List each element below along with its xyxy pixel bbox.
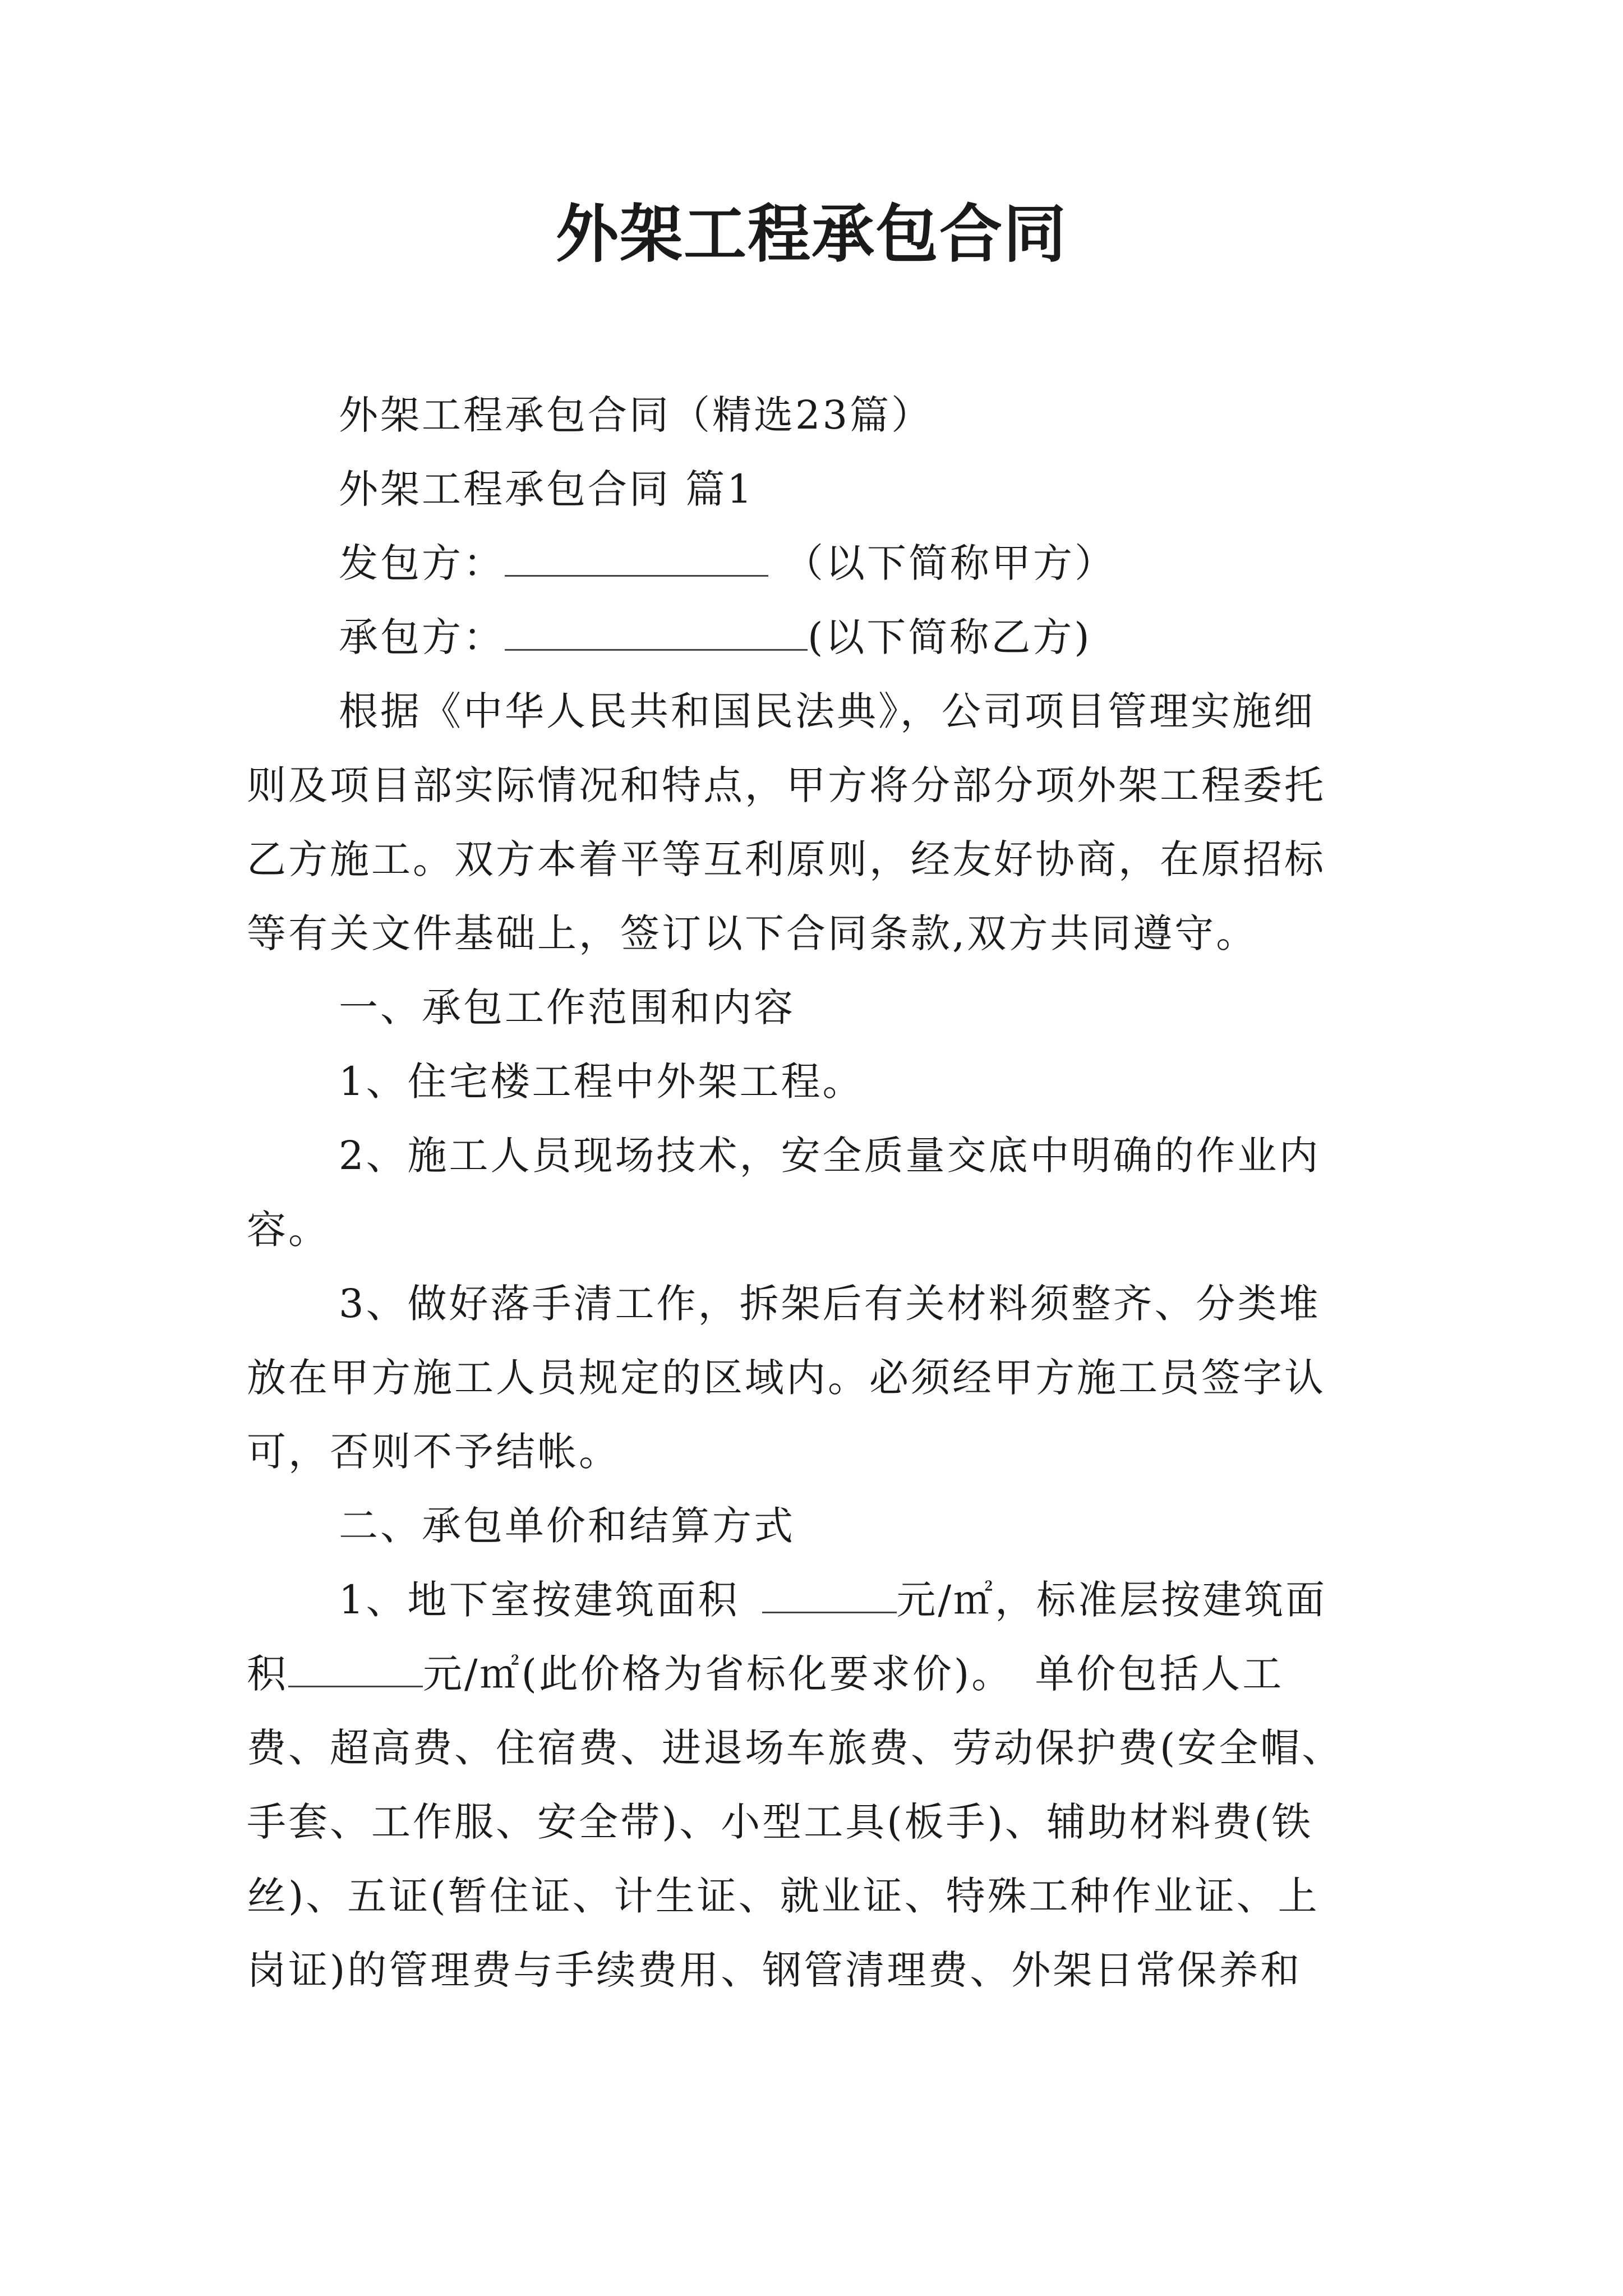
clause-2-item-1-cont: 费、超高费、住宿费、进退场车旅费、劳动保护费(安全帽、	[247, 1725, 1344, 1771]
party-b-suffix: (以下简称乙方)	[808, 614, 1092, 660]
intro-line: 根据《中华人民共和国民法典》，公司项目管理实施细	[339, 688, 1315, 734]
document-title: 外架工程承包合同	[556, 197, 1067, 271]
clause-1-item-3-cont: 放在甲方施工人员规定的区域内。必须经甲方施工员签字认	[247, 1355, 1326, 1401]
party-b-label: 承包方：	[339, 614, 505, 660]
intro-line: 等有关文件基础上，签订以下合同条款,双方共同遵守。	[247, 910, 1258, 956]
party-a-line	[339, 535, 1116, 591]
clause-2-item-1-cont: 手套、工作服、安全带)、小型工具(板手)、辅助材料费(铁	[247, 1799, 1313, 1845]
clause-2-item-1	[339, 1572, 1327, 1628]
clause-2-item-1-text: 1、地下室按建筑面积	[339, 1577, 740, 1623]
clause-2-item-1-cont: 岗证)的管理费与手续费用、钢管清理费、外架日常保养和	[247, 1947, 1302, 1993]
clause-2-item-1-text: 元/㎡，标准层按建筑面	[896, 1577, 1327, 1623]
section-heading: 外架工程承包合同 篇1	[339, 466, 754, 512]
intro-line: 乙方施工。双方本着平等互利原则，经友好协商，在原招标	[247, 836, 1326, 882]
party-b-blank	[505, 615, 808, 651]
clause-1-item-3-cont: 可，否则不予结帐。	[247, 1429, 620, 1475]
intro-line: 则及项目部实际情况和特点，甲方将分部分项外架工程委托	[247, 762, 1326, 808]
party-a-suffix: （以下简称甲方）	[784, 540, 1116, 586]
clause-1-item-2-cont: 容。	[247, 1207, 330, 1253]
party-a-label: 发包方：	[339, 540, 505, 586]
standard-floor-price-blank	[288, 1652, 423, 1687]
clause-1-heading: 一、承包工作范围和内容	[339, 984, 795, 1030]
subtitle: 外架工程承包合同（精选23篇）	[339, 392, 933, 438]
clause-2-item-1-text: 元/㎡(此价格为省标化要求价)。 单价包括人工	[423, 1651, 1284, 1697]
clause-2-item-1-cont	[247, 1646, 1284, 1702]
clause-1-item-2: 2、施工人员现场技术，安全质量交底中明确的作业内	[339, 1133, 1321, 1179]
clause-2-heading: 二、承包单价和结算方式	[339, 1503, 795, 1549]
clause-1-item-1: 1、住宅楼工程中外架工程。	[339, 1059, 864, 1105]
clause-2-item-1-text: 积	[247, 1651, 288, 1697]
basement-price-blank	[762, 1578, 897, 1613]
clause-1-item-3: 3、做好落手清工作，拆架后有关材料须整齐、分类堆	[339, 1281, 1321, 1327]
party-a-blank	[505, 541, 768, 577]
clause-2-item-1-cont: 丝)、五证(暂住证、计生证、就业证、特殊工种作业证、上	[247, 1873, 1320, 1919]
party-b-line	[339, 609, 1092, 665]
